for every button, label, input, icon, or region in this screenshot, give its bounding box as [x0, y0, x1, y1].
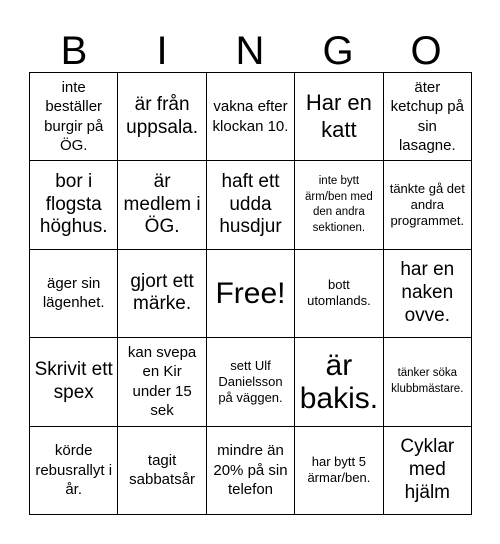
bingo-cell-r5c2[interactable]: tagit sabbatsår [118, 427, 206, 515]
header-letter-o: O [410, 29, 442, 73]
bingo-cell-r2c4[interactable]: inte bytt ärm/ben med den andra sektionen. [295, 161, 383, 249]
bingo-cell-r4c4[interactable]: är bakis. [295, 338, 383, 426]
bingo-cell-r4c5[interactable]: tänker söka klubbmästare. [384, 338, 472, 426]
bingo-cell-r2c3[interactable]: haft ett udda husdjur [207, 161, 295, 249]
header-letter-b: B [60, 29, 88, 73]
bingo-cell-r1c3[interactable]: vakna efter klockan 10. [207, 73, 295, 161]
bingo-cell-r3c1[interactable]: äger sin lägenhet. [30, 250, 118, 338]
bingo-cell-r3c4[interactable]: bott utomlands. [295, 250, 383, 338]
bingo-cell-r1c4[interactable]: Har en katt [295, 73, 383, 161]
header-letter-i: I [156, 29, 168, 73]
bingo-cell-r5c4[interactable]: har bytt 5 ärmar/ben. [295, 427, 383, 515]
bingo-header [30, 26, 470, 76]
bingo-cell-r1c2[interactable]: är från uppsala. [118, 73, 206, 161]
bingo-cell-r2c5[interactable]: tänkte gå det andra programmet. [384, 161, 472, 249]
bingo-cell-r4c1[interactable]: Skrivit ett spex [30, 338, 118, 426]
bingo-cell-r5c3[interactable]: mindre än 20% på sin telefon [207, 427, 295, 515]
header-letter-g: G [322, 29, 354, 73]
bingo-cell-r3c5[interactable]: har en naken ovve. [384, 250, 472, 338]
bingo-cell-r4c2[interactable]: kan svepa en Kir under 15 sek [118, 338, 206, 426]
bingo-cell-r5c1[interactable]: körde rebusrallyt i år. [30, 427, 118, 515]
bingo-cell-r5c5[interactable]: Cyklar med hjälm [384, 427, 472, 515]
bingo-cell-r3c2[interactable]: gjort ett märke. [118, 250, 206, 338]
bingo-cell-r2c2[interactable]: är medlem i ÖG. [118, 161, 206, 249]
bingo-cell-free[interactable]: Free! [207, 250, 295, 338]
bingo-cell-r1c1[interactable]: inte beställer burgir på ÖG. [30, 73, 118, 161]
header-letter-n: N [235, 29, 265, 73]
bingo-cell-r1c5[interactable]: äter ketchup på sin lasagne. [384, 73, 472, 161]
bingo-cell-r4c3[interactable]: sett Ulf Danielsson på väggen. [207, 338, 295, 426]
bingo-cell-r2c1[interactable]: bor i flogsta höghus. [30, 161, 118, 249]
bingo-board [29, 72, 472, 515]
